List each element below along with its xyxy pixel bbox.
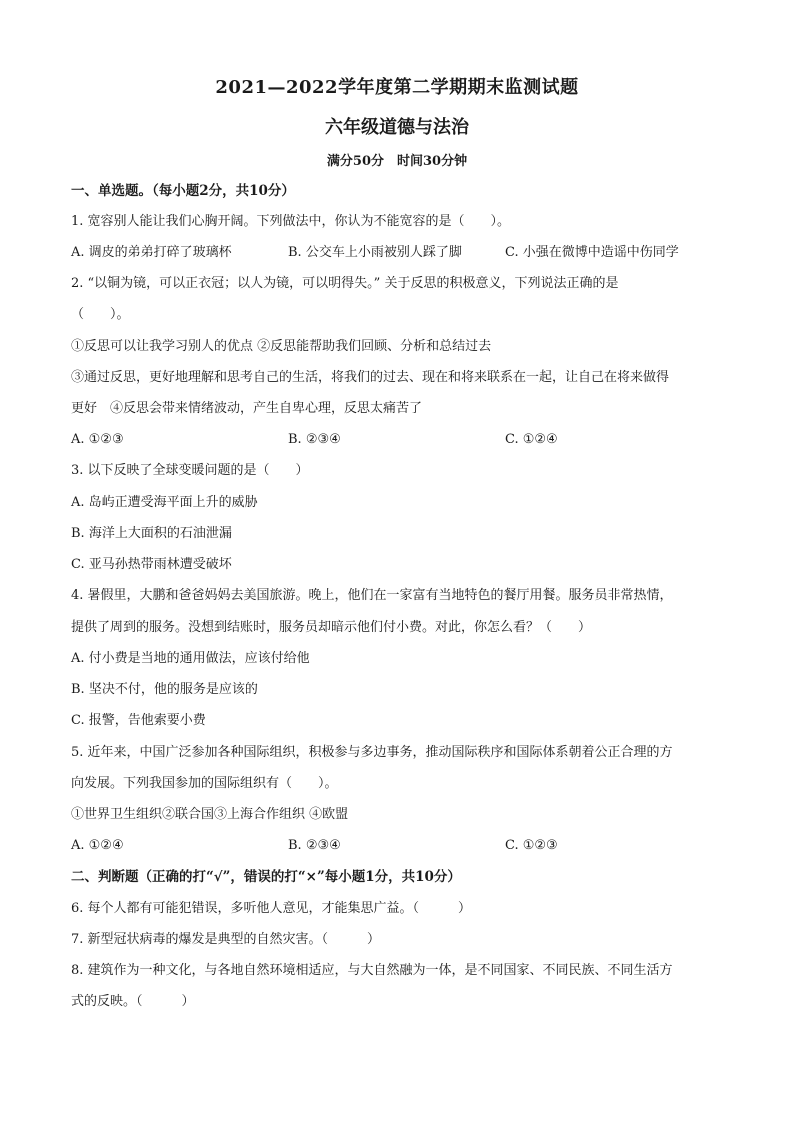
question-5-stem-line1: 5. 近年来，中国广泛参加各种国际组织，积极参与多边事务，推动国际秩序和国际体系朝着公正合理的方 <box>71 745 673 760</box>
question-4-option-a: A. 付小费是当地的通用做法，应该付给他 <box>71 651 310 666</box>
question-4-option-c: C. 报警，告他索要小费 <box>71 713 206 728</box>
question-4-stem-line1: 4. 暑假里，大鹏和爸爸妈妈去美国旅游。晚上，他们在一家富有当地特色的餐厅用餐。服务员非常热情， <box>71 588 673 603</box>
question-7: 7. 新型冠状病毒的爆发是典型的自然灾害。（ ） <box>71 932 381 947</box>
section-title-true-false: 二、判断题（正确的打“√”，错误的打“×”每小题1分，共10分） <box>71 869 461 885</box>
question-2-option-c: C. ①②④ <box>505 432 558 447</box>
subject-title: 六年级道德与法治 <box>325 117 469 138</box>
question-5-option-c: C. ①②③ <box>505 838 558 853</box>
question-5-option-b: B. ②③④ <box>288 838 341 853</box>
question-2-option-a: A. ①②③ <box>71 432 124 447</box>
question-2-statement-line2: ③通过反思，更好地理解和思考自己的生活，将我们的过去、现在和将来联系在一起，让自己在将来做得 <box>71 370 670 385</box>
question-2-option-b: B. ②③④ <box>288 432 341 447</box>
question-8-line2: 式的反映。（ ） <box>71 994 195 1009</box>
question-3-option-a: A. 岛屿正遭受海平面上升的威胁 <box>71 495 258 510</box>
question-1-option-b: B. 公交车上小雨被别人踩了脚 <box>288 245 462 260</box>
question-1-option-c: C. 小强在微博中造谣中伤同学 <box>505 245 679 260</box>
question-2-statement-line1: ①反思可以让我学习别人的优点 ②反思能帮助我们回顾、分析和总结过去 <box>71 339 492 354</box>
question-5-statement: ①世界卫生组织②联合国③上海合作组织 ④欧盟 <box>71 807 349 822</box>
question-1-option-a: A. 调皮的弟弟打碎了玻璃杯 <box>71 245 232 260</box>
question-8-line1: 8. 建筑作为一种文化，与各地自然环境相适应，与大自然融为一体，是不同国家、不同民族、不同生活方 <box>71 963 673 978</box>
question-4-stem-line2: 提供了周到的服务。没想到结账时，服务员却暗示他们付小费。对此，你怎么看？（ ） <box>71 620 592 635</box>
question-2-statement-line3: 更好 ④反思会带来情绪波动，产生自卑心理，反思太痛苦了 <box>71 401 423 416</box>
question-5-stem-line2: 向发展。下列我国参加的国际组织有（ ）。 <box>71 776 338 791</box>
question-2-stem-line1: 2. “以铜为镜，可以正衣冠；以人为镜，可以明得失。” 关于反思的积极意义，下列说法正确的是 <box>71 276 619 291</box>
question-3-option-b: B. 海洋上大面积的石油泄漏 <box>71 526 232 541</box>
question-3-stem: 3. 以下反映了全球变暖问题的是（ ） <box>71 463 309 478</box>
question-4-option-b: B. 坚决不付，他的服务是应该的 <box>71 682 258 697</box>
question-2-stem-line2: （ ）。 <box>71 307 130 322</box>
score-time-info: 满分50分 时间30分钟 <box>326 154 468 169</box>
section-title-single-choice: 一、单选题。（每小题2分，共10分） <box>71 183 295 199</box>
exam-title: 2021—2022学年度第二学期期末监测试题 <box>215 77 579 98</box>
question-3-option-c: C. 亚马孙热带雨林遭受破坏 <box>71 557 232 572</box>
question-1-stem: 1. 宽容别人能让我们心胸开阔。下列做法中，你认为不能宽容的是（ ）。 <box>71 214 511 229</box>
question-6: 6. 每个人都有可能犯错误，多听他人意见，才能集思广益。（ ） <box>71 901 472 916</box>
question-5-option-a: A. ①②④ <box>71 838 124 853</box>
